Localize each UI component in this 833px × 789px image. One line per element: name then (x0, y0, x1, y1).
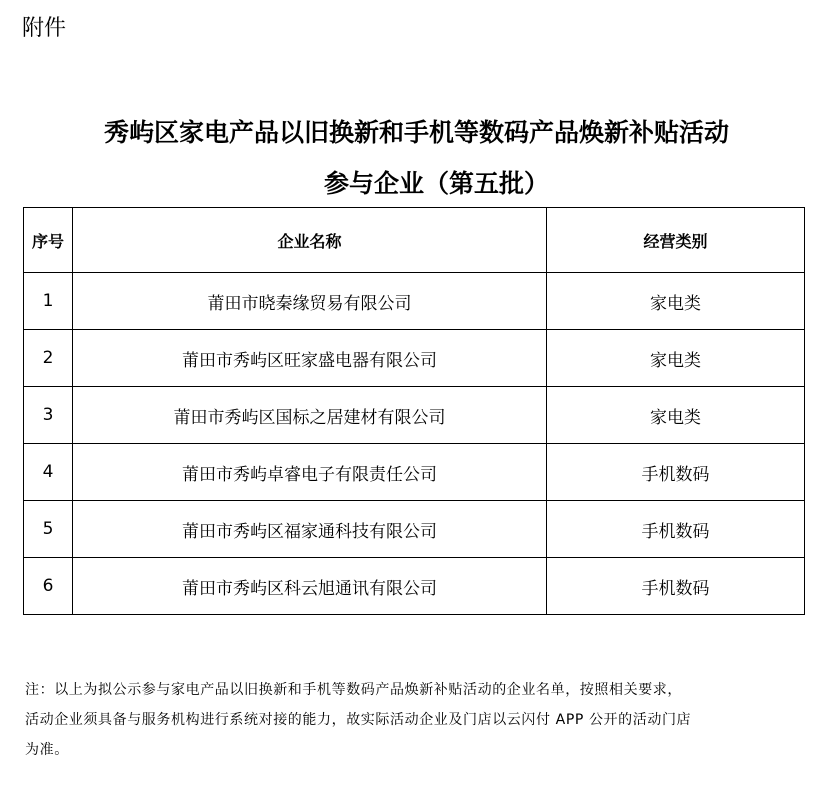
document-title-line-1: 秀屿区家电产品以旧换新和手机等数码产品焕新补贴活动 (103, 118, 729, 147)
row-serial-number: 3 (24, 387, 73, 444)
table-row (24, 444, 805, 501)
footnote-line-2: 活动企业须具备与服务机构进行系统对接的能力，故实际活动企业及门店以云闪付 APP 公开的活动门店 (25, 712, 692, 728)
footnote (25, 675, 815, 765)
header-business-category: 经营类别 (547, 208, 805, 273)
row-business-category: 手机数码 (547, 501, 805, 558)
header-enterprise-name: 企业名称 (73, 208, 547, 273)
row-enterprise-name: 莆田市秀屿卓睿电子有限责任公司 (73, 444, 547, 501)
row-enterprise-name: 莆田市秀屿区福家通科技有限公司 (73, 501, 547, 558)
row-serial-number: 1 (24, 273, 73, 330)
row-serial-number: 2 (24, 330, 73, 387)
row-enterprise-name: 莆田市秀屿区旺家盛电器有限公司 (73, 330, 547, 387)
table-row (24, 273, 805, 330)
row-enterprise-name: 莆田市秀屿区科云旭通讯有限公司 (73, 558, 547, 615)
row-serial-number: 5 (24, 501, 73, 558)
footnote-line-1: 注：以上为拟公示参与家电产品以旧换新和手机等数码产品焕新补贴活动的企业名单，按照相关要求， (25, 682, 682, 698)
table-row (24, 558, 805, 615)
table-row (24, 330, 805, 387)
row-business-category: 家电类 (547, 330, 805, 387)
row-serial-number: 6 (24, 558, 73, 615)
row-enterprise-name: 莆田市秀屿区国标之居建材有限公司 (73, 387, 547, 444)
row-business-category: 手机数码 (547, 444, 805, 501)
attachment-label: 附件 (22, 16, 67, 41)
footnote-line-3: 为准。 (25, 742, 69, 758)
row-business-category: 家电类 (547, 273, 805, 330)
table-header-row (24, 208, 805, 273)
table-row (24, 501, 805, 558)
table-row (24, 387, 805, 444)
header-serial-number: 序号 (24, 208, 73, 273)
row-serial-number: 4 (24, 444, 73, 501)
enterprise-table (23, 207, 805, 615)
row-business-category: 手机数码 (547, 558, 805, 615)
document-title-line-2: 参与企业（第五批） (323, 169, 549, 198)
row-enterprise-name: 莆田市晓秦缘贸易有限公司 (73, 273, 547, 330)
row-business-category: 家电类 (547, 387, 805, 444)
